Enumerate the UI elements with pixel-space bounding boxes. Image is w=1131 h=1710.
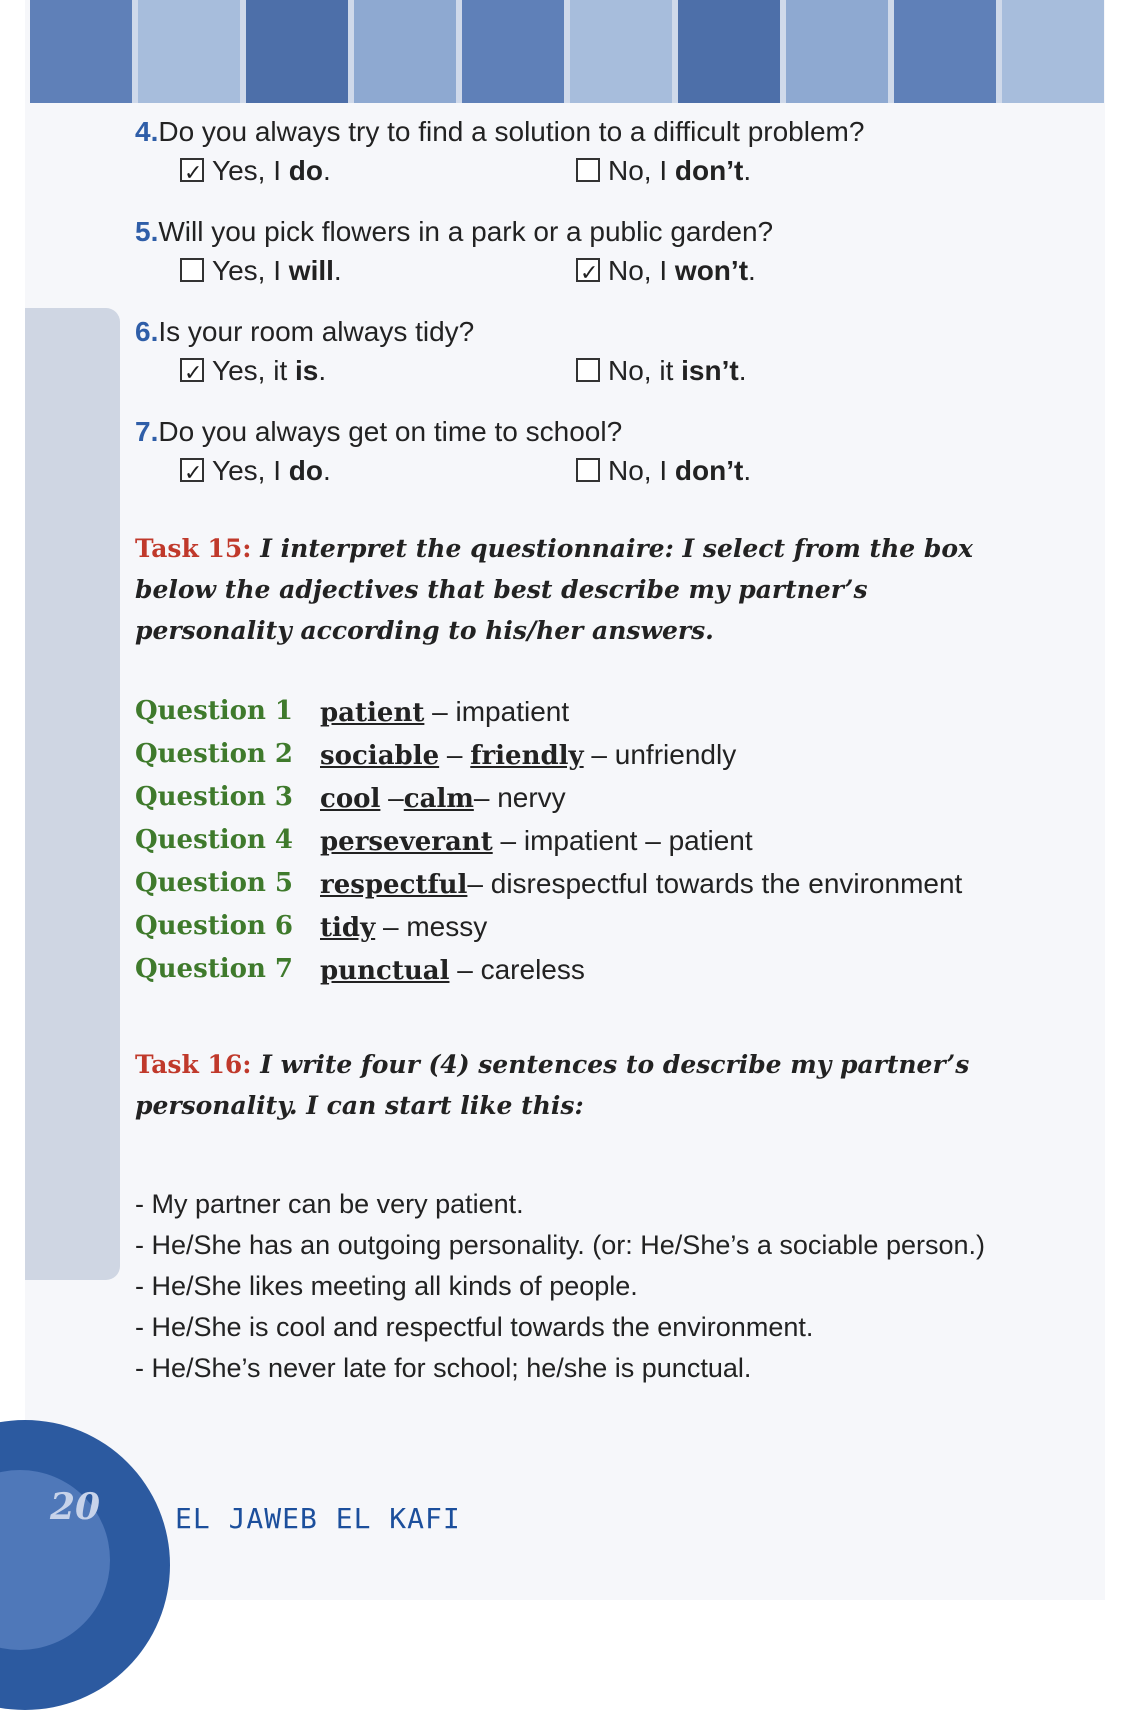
- question-label: Question 3: [135, 782, 294, 812]
- question-label: Question 2: [135, 739, 294, 769]
- top-banner: [30, 0, 1104, 103]
- question-item: [135, 312, 1005, 390]
- question-label: Question 4: [135, 825, 294, 855]
- task-16-instruction: [135, 1044, 1005, 1126]
- checked-box-icon[interactable]: [576, 258, 600, 282]
- brand-name: EL JAWEB EL KAFI: [175, 1502, 461, 1535]
- question-label: Question 5: [135, 868, 294, 898]
- sentence-item: - My partner can be very patient.: [135, 1189, 524, 1219]
- answer-row: Question 5 respectful– disrespectful towards the environment: [135, 863, 1005, 906]
- task-text: I write four (4) sentences to describe my partner’s personality. I can start like this:: [135, 1050, 970, 1120]
- question-item: [135, 412, 1005, 490]
- question-text: Do you always try to find a solution to a difficult problem?: [158, 116, 865, 147]
- sentence-item: - He/She is cool and respectful towards the environment.: [135, 1312, 814, 1342]
- answer-row: Question 3 cool –calm– nervy: [135, 777, 1005, 820]
- question-item: [135, 112, 1005, 190]
- question-number: 7.: [135, 416, 159, 447]
- yes-option[interactable]: ✓Yes, I do.: [180, 452, 576, 490]
- yes-option[interactable]: Yes, I will.: [180, 252, 576, 290]
- question-item: [135, 212, 1005, 290]
- answer-row: Question 6 tidy – messy: [135, 906, 1005, 949]
- no-option[interactable]: ✓ No, I won’t.: [576, 252, 972, 290]
- questionnaire: [135, 112, 1005, 490]
- question-number: 5.: [135, 216, 159, 247]
- example-sentences: [135, 1184, 1005, 1389]
- question-text: Is your room always tidy?: [158, 316, 475, 347]
- empty-box-icon[interactable]: [576, 358, 600, 382]
- question-text: Will you pick flowers in a park or a public garden?: [158, 216, 774, 247]
- answer-row: Question 2 sociable – friendly – unfriendly: [135, 734, 1005, 777]
- empty-box-icon[interactable]: [180, 258, 204, 282]
- task-label: Task 15:: [135, 534, 252, 563]
- page-number: 20: [49, 1486, 101, 1528]
- page-content: [135, 112, 1005, 1389]
- sentence-item: - He/She likes meeting all kinds of people.: [135, 1271, 638, 1301]
- no-option[interactable]: No, it isn’t.: [576, 352, 972, 390]
- task-label: Task 16:: [135, 1050, 252, 1079]
- question-number: 4.: [135, 116, 159, 147]
- question-text: Do you always get on time to school?: [158, 416, 623, 447]
- sentence-item: - He/She’s never late for school; he/she is punctual.: [135, 1353, 752, 1383]
- task-text: I interpret the questionnaire: I select from the box below the adjectives that best describe my partner’s personality according to his/her answers.: [135, 534, 973, 645]
- empty-box-icon[interactable]: [576, 458, 600, 482]
- sentence-item: - He/She has an outgoing personality. (or: He/She’s a sociable person.): [135, 1230, 985, 1260]
- question-label: Question 6: [135, 911, 294, 941]
- yes-option[interactable]: ✓Yes, I do.: [180, 152, 576, 190]
- task-15-instruction: [135, 528, 1005, 651]
- answer-row: Question 1 patient – impatient: [135, 691, 1005, 734]
- no-option[interactable]: No, I don’t.: [576, 452, 972, 490]
- answer-row: Question 7 punctual – careless: [135, 949, 1005, 992]
- question-label: Question 1: [135, 696, 294, 726]
- checked-box-icon[interactable]: [180, 358, 204, 382]
- checked-box-icon[interactable]: [180, 458, 204, 482]
- empty-box-icon[interactable]: [576, 158, 600, 182]
- side-tab: [25, 308, 120, 1280]
- yes-option[interactable]: ✓Yes, it is.: [180, 352, 576, 390]
- question-number: 6.: [135, 316, 159, 347]
- checked-box-icon[interactable]: [180, 158, 204, 182]
- question-label: Question 7: [135, 954, 294, 984]
- no-option[interactable]: No, I don’t.: [576, 152, 972, 190]
- answer-list: [135, 691, 1005, 992]
- answer-row: Question 4 perseverant – impatient – patient: [135, 820, 1005, 863]
